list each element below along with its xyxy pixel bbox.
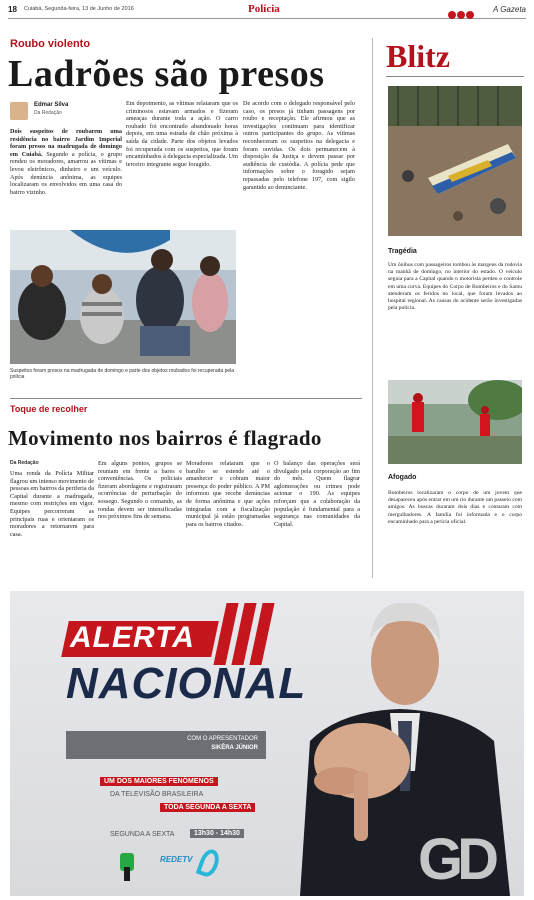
sidebar-title: Blitz xyxy=(386,38,450,74)
brand-name: A Gazeta xyxy=(492,5,526,14)
redetv-logo-icon xyxy=(196,847,222,879)
story2-kicker: Toque de recolher xyxy=(10,404,88,414)
divider xyxy=(10,398,362,399)
author-name: Edmar Silva xyxy=(34,102,69,108)
avatar xyxy=(10,102,28,120)
story2-column-4: O balanço das operações será divulgado pela corporação ao fim do mês. Quem flagrar aglomerações ou crimes pode acionar o 190. As equipes reforçam que a colaboração da população é fundamental para a segurança nas comunidades da Capital. xyxy=(274,460,360,528)
sidebar-item2-text: Bombeiros localizaram o corpo de um jovem que desapareceu após entrar em um rio durante um passeio com amigos. As buscas duraram dois dias e contaram com mergulhadores. A família foi informada e o corpo encaminhado para a perícia oficial. xyxy=(388,490,522,525)
brand-dots-icon xyxy=(448,6,475,24)
page-header xyxy=(8,3,526,19)
story2-byline: Da Redação xyxy=(10,460,39,466)
section-title: Polícia xyxy=(248,3,280,15)
story1-column-3: De acordo com o delegado responsável pelo caso, os presos já tinham passagens por roubo e receptação. Ele afirmou que as investigações continuam para identificar outros participantes do grupo. As vítimas reconheceram os suspeitos na delegacia e foram ouvidas. Os dois permanecem à disposição da Justiça e devem passar por audiência de custódia. A polícia pede que informações sobre o foragido sejam repassadas pelo telefone 197, com sigilo garantido ao denunciante. xyxy=(243,100,355,191)
story1-kicker: Roubo violento xyxy=(10,38,91,50)
ad-schedule-time: 13h30 - 14h30 xyxy=(190,829,244,838)
story1-column-2: Em depoimento, as vítimas relataram que os criminosos estavam armados e fizeram ameaças durante toda a ação. O carro roubado foi encontrado abandonado horas depois, em uma estrada de chão próxima à saída da cidade. Parte dos objetos levados foi recuperada com os suspeitos, que foram encaminhados à delegacia especializada. Um terceiro integrante segue foragido. xyxy=(126,100,238,168)
ad-schedule-days: SEGUNDA A SEXTA xyxy=(110,831,175,838)
ad-tagline-3: TODA SEGUNDA A SEXTA xyxy=(160,803,255,812)
story1-column-1 xyxy=(10,128,122,216)
channel-logo-icon xyxy=(120,853,142,881)
story2-column-2: Em alguns pontos, grupos se reuniam em frente a bares e conveniências. Os policiais fizeram abordagens e registraram ocorrências de perturbação do sossego. Segundo o comando, as rondas devem ser intensificadas nos próximos fins de semana. xyxy=(98,460,182,521)
ad-presenter-band xyxy=(66,731,266,759)
watermark-logo: GD xyxy=(418,827,493,892)
suspects-photo-image xyxy=(10,230,236,364)
redetv-logo-text: REDETV xyxy=(160,855,193,864)
column-divider xyxy=(372,38,373,578)
sidebar-item1-title: Tragédia xyxy=(388,248,417,255)
ad-tagline-2: DA TELEVISÃO BRASILEIRA xyxy=(110,791,204,798)
story1-caption: Suspeitos foram presos na madrugada de domingo e parte dos objetos roubados foi recuperada pela polícia xyxy=(10,368,235,380)
sidebar-divider xyxy=(386,76,524,77)
bus-accident-image xyxy=(388,86,522,236)
ad-title-line2: NACIONAL xyxy=(66,659,307,708)
author-role: Da Redação xyxy=(34,110,62,116)
story1-headline: Ladrões são presos xyxy=(8,53,325,95)
story1-lead: Dois suspeitos de roubarem uma residência no bairro Jardim Imperial foram presos na madrugada de domingo em Cuiabá. xyxy=(10,128,122,158)
rescue-photo xyxy=(388,380,522,464)
story2-headline: Movimento nos bairros é flagrado xyxy=(8,426,322,450)
author-byline xyxy=(10,100,130,122)
ad-presenter-label: COM O APRESENTADOR xyxy=(187,736,258,742)
ad-tagline-1: UM DOS MAIORES FENÔMENOS xyxy=(100,777,218,786)
bus-accident-photo xyxy=(388,86,522,236)
date-line: Cuiabá, Segunda-feira, 13 de Junho de 2016 xyxy=(24,6,134,12)
ad-presenter-name: SIKÊRA JÚNIOR xyxy=(211,745,258,751)
story1-body-1: Segundo a polícia, o grupo rendeu os moradores, amarrou as vítimas e levou eletrônicos, dinheiro e um veículo. Após denúncia anônima, as equipes localizaram os envolvidos em uma casa do bairro vizinho. xyxy=(10,150,122,196)
rescue-image xyxy=(388,380,522,464)
story2-column-3: Moradores relataram que o barulho se estende até o amanhecer e cobram maior presença do poder público. A PM informou que recebe denúncias de forma anônima e que ações integradas com a fiscalização municipal já estão programadas para os bairros citados. xyxy=(186,460,270,528)
page-number: 18 xyxy=(8,5,17,14)
story2-column-1: Uma ronda da Polícia Militar flagrou um intenso movimento de pessoas em bairros da periferia da Capital durante a madrugada, mesmo com restrições em vigor. Equipes percorreram as principais ruas e orientaram os moradores a retornarem para casa. xyxy=(10,470,94,538)
sidebar-item2-title: Afogado xyxy=(388,474,417,481)
sidebar-item1-text: Um ônibus com passageiros tombou às margens da rodovia na manhã de domingo, no interior do estado. O veículo seguia para a Capital quando o motorista perdeu o controle em uma curva. Equipes do Corpo de Bombeiros e do Samu atenderam os feridos no local, que foram levados ao hospital regional. As causas do acidente serão investigadas pela polícia. xyxy=(388,262,522,312)
story1-photo xyxy=(10,230,236,364)
ad-title-line1: ALERTA xyxy=(70,621,195,654)
